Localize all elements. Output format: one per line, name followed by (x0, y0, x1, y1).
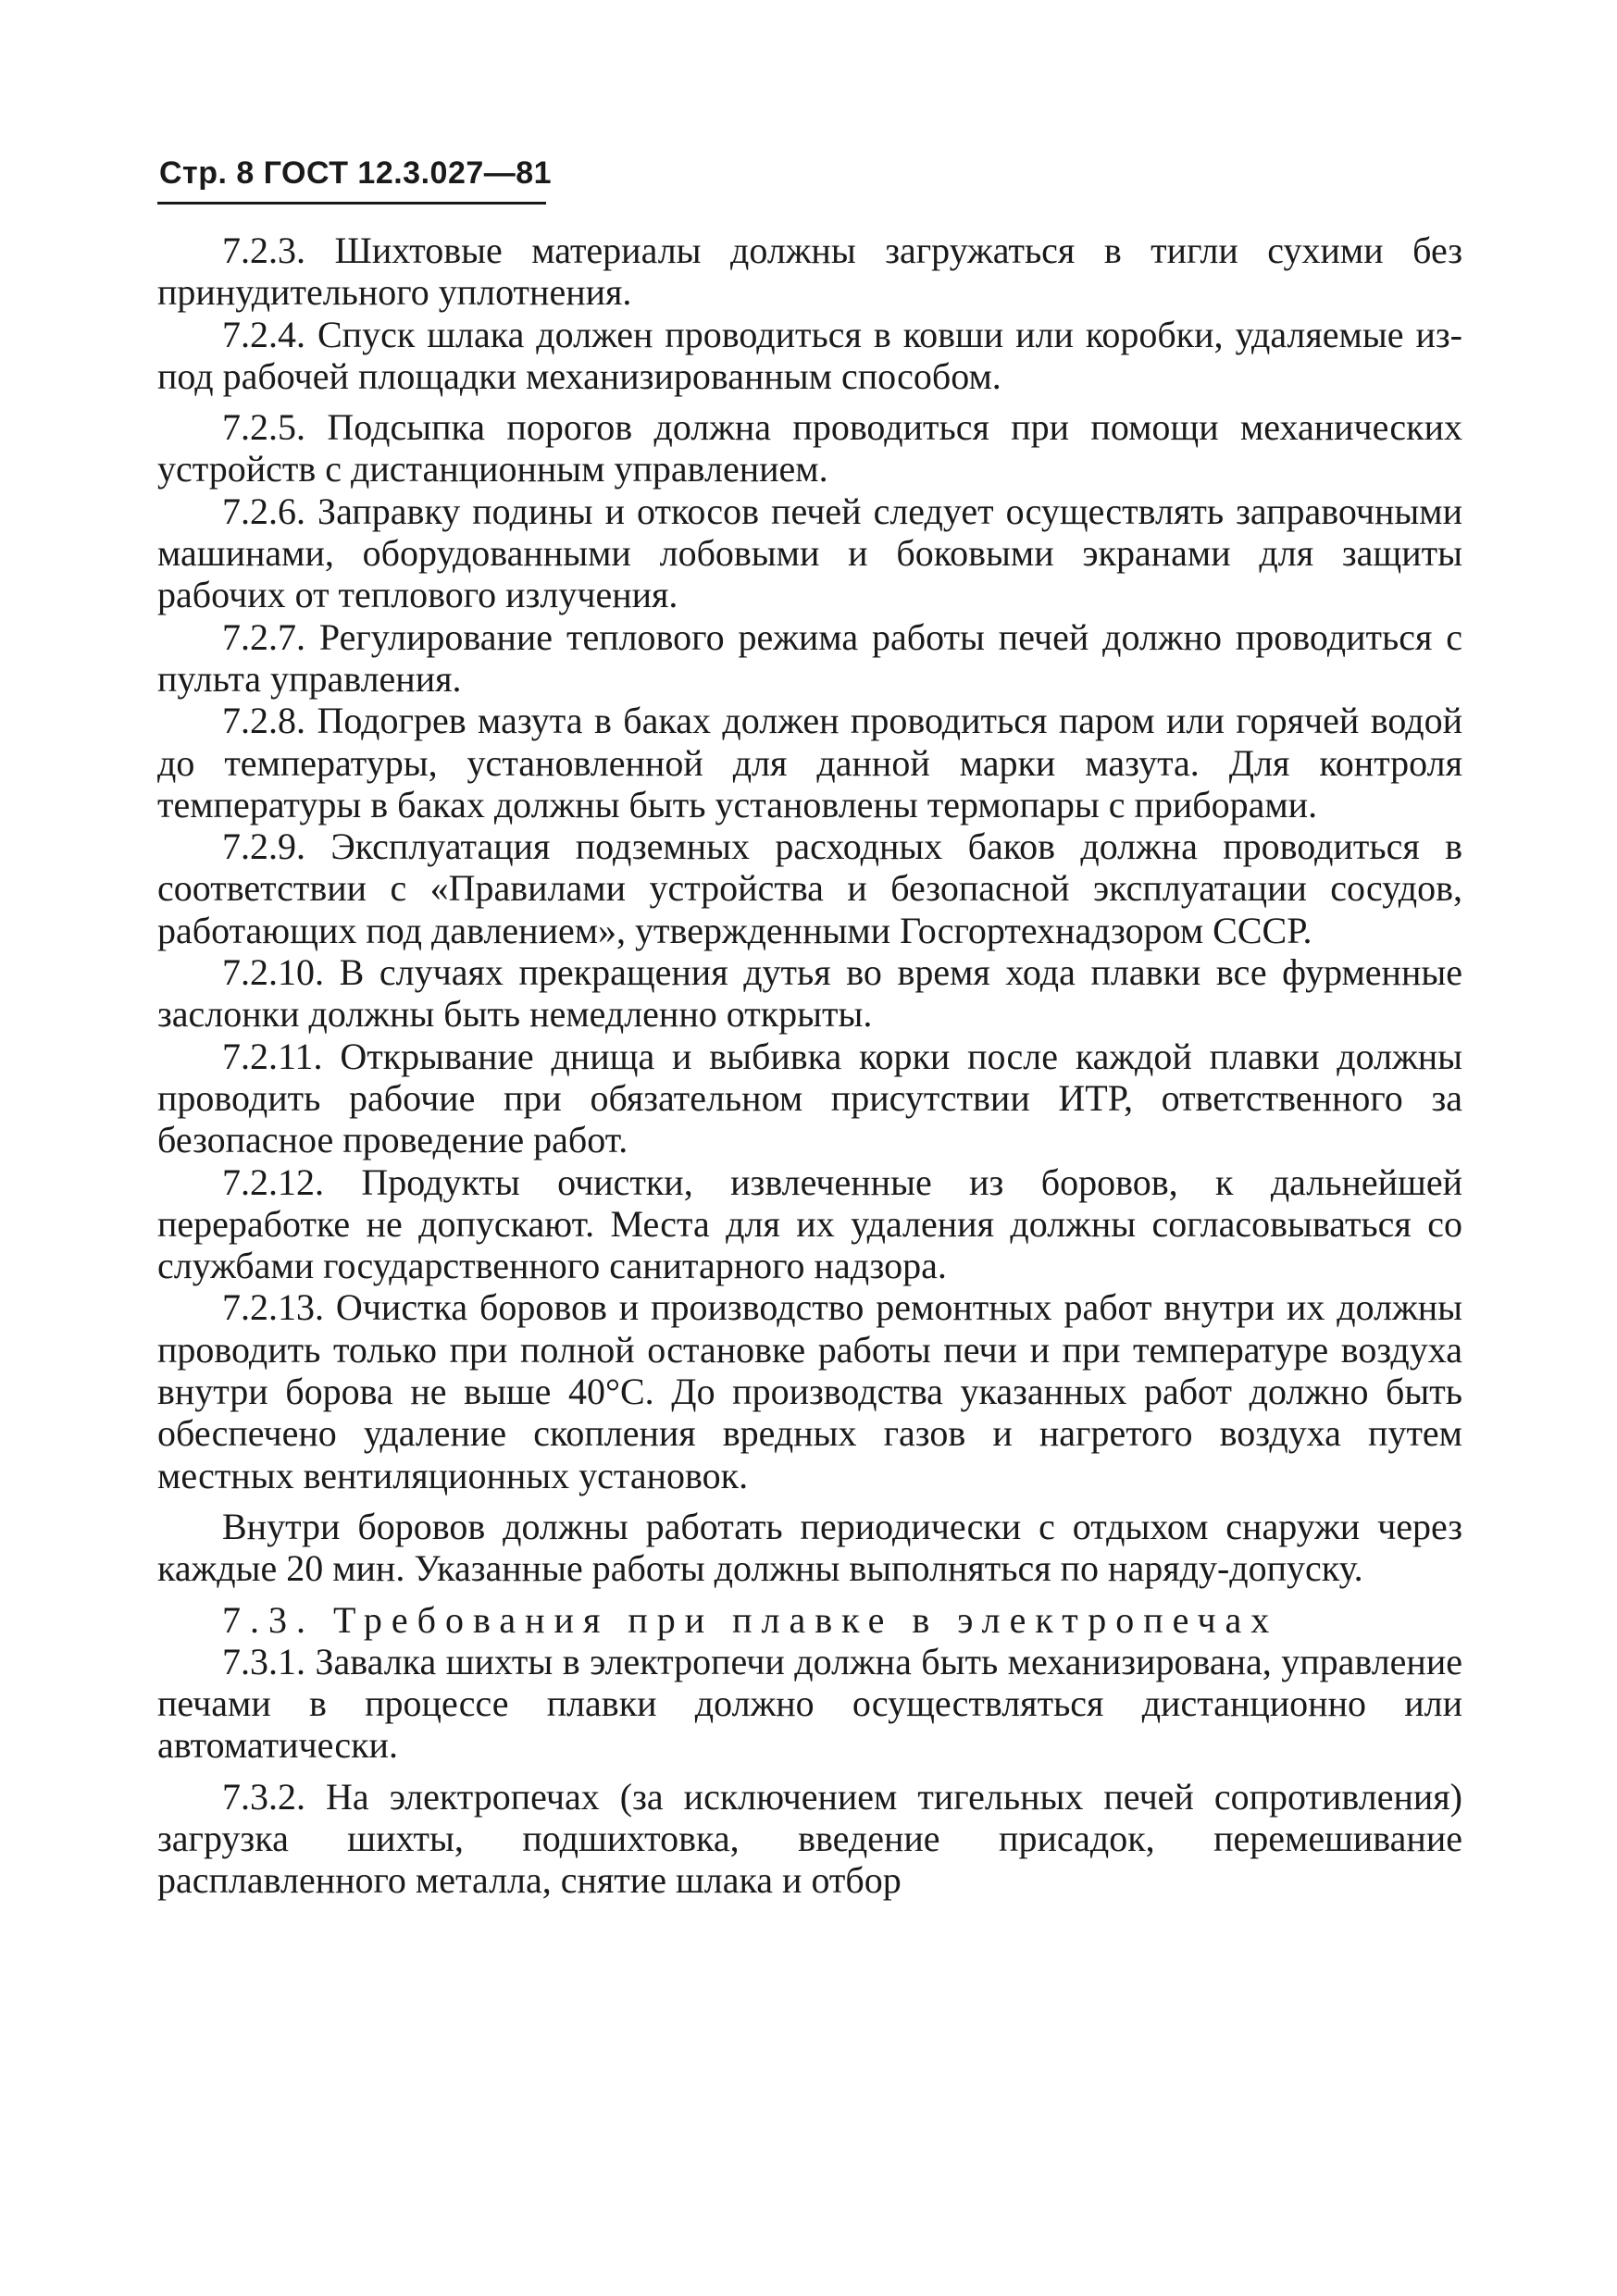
clause-7-2-13: 7.2.13. Очистка боровов и производство ремонтных работ внутри их должны проводить только при полной остановке работы печи и при температуре воздуха внутри борова не выше 40°С. До производства указанных работ должно быть обеспечено удаление скопления вредных газов и нагретого воздуха путем местных вентиляционных установок. (157, 1286, 1462, 1496)
document-body (157, 230, 1462, 1902)
page-header: Стр. 8 ГОСТ 12.3.027—81 (159, 155, 553, 191)
section-heading-7-3: 7.3. Требования при плавке в электропечах (222, 1598, 1279, 1641)
clause-7-2-7: 7.2.7. Регулирование теплового режима работы печей должно проводиться с пульта управления. (157, 615, 1462, 700)
clause-7-2-3: 7.2.3. Шихтовые материалы должны загружаться в тигли сухими без принудительного уплотнения. (157, 230, 1462, 314)
clause-7-3-2: 7.3.2. На электропечах (за исключением тигельных печей сопротивления) загрузка шихты, подшихтовка, введение присадок, перемешивание расплавленного металла, снятие шлака и отбор (157, 1775, 1462, 1902)
clause-7-2-12: 7.2.12. Продукты очистки, извлеченные из боровов, к дальнейшей переработке не допускают. Места для их удаления должны согласовываться со службами государственного санитарного надзора. (157, 1160, 1462, 1287)
clause-7-2-10: 7.2.10. В случаях прекращения дутья во время хода плавки все фурменные заслонки должны быть немедленно открыты. (157, 951, 1462, 1036)
clause-7-2-13-continuation: Внутри боровов должны работать периодически с отдыхом снаружи через каждые 20 мин. Указанные работы должны выполняться по наряду-допуску. (157, 1505, 1462, 1590)
clause-7-3-1: 7.3.1. Завалка шихты в электропечи должна быть механизирована, управление печами в процессе плавки должно осуществляться дистанционно или автоматически. (157, 1640, 1462, 1767)
clause-7-2-4: 7.2.4. Спуск шлака должен проводиться в ковши или коробки, удаляемые из-под рабочей площадки механизированным способом. (157, 313, 1462, 397)
clause-7-2-8: 7.2.8. Подогрев мазута в баках должен проводиться паром или горячей водой до температуры, установленной для данной марки мазута. Для контроля температуры в баках должны быть установлены термопары с приборами. (157, 700, 1462, 825)
header-rule (157, 202, 546, 205)
clause-7-2-9: 7.2.9. Эксплуатация подземных расходных баков должна проводиться в соответствии с «Правилами устройства и безопасной эксплуатации сосудов, работающих под давлением», утвержденными Госгортехнадзором СССР. (157, 825, 1462, 951)
clause-7-2-6: 7.2.6. Заправку подины и откосов печей следует осуществлять заправочными машинами, оборудованными лобовыми и боковыми экранами для защиты рабочих от теплового излучения. (157, 490, 1462, 616)
clause-7-2-11: 7.2.11. Открывание днища и выбивка корки после каждой плавки должны проводить рабочие при обязательном присутствии ИТР, ответственного за безопасное проведение работ. (157, 1035, 1462, 1161)
clause-7-2-5: 7.2.5. Подсыпка порогов должна проводиться при помощи механических устройств с дистанционным управлением. (157, 406, 1462, 490)
